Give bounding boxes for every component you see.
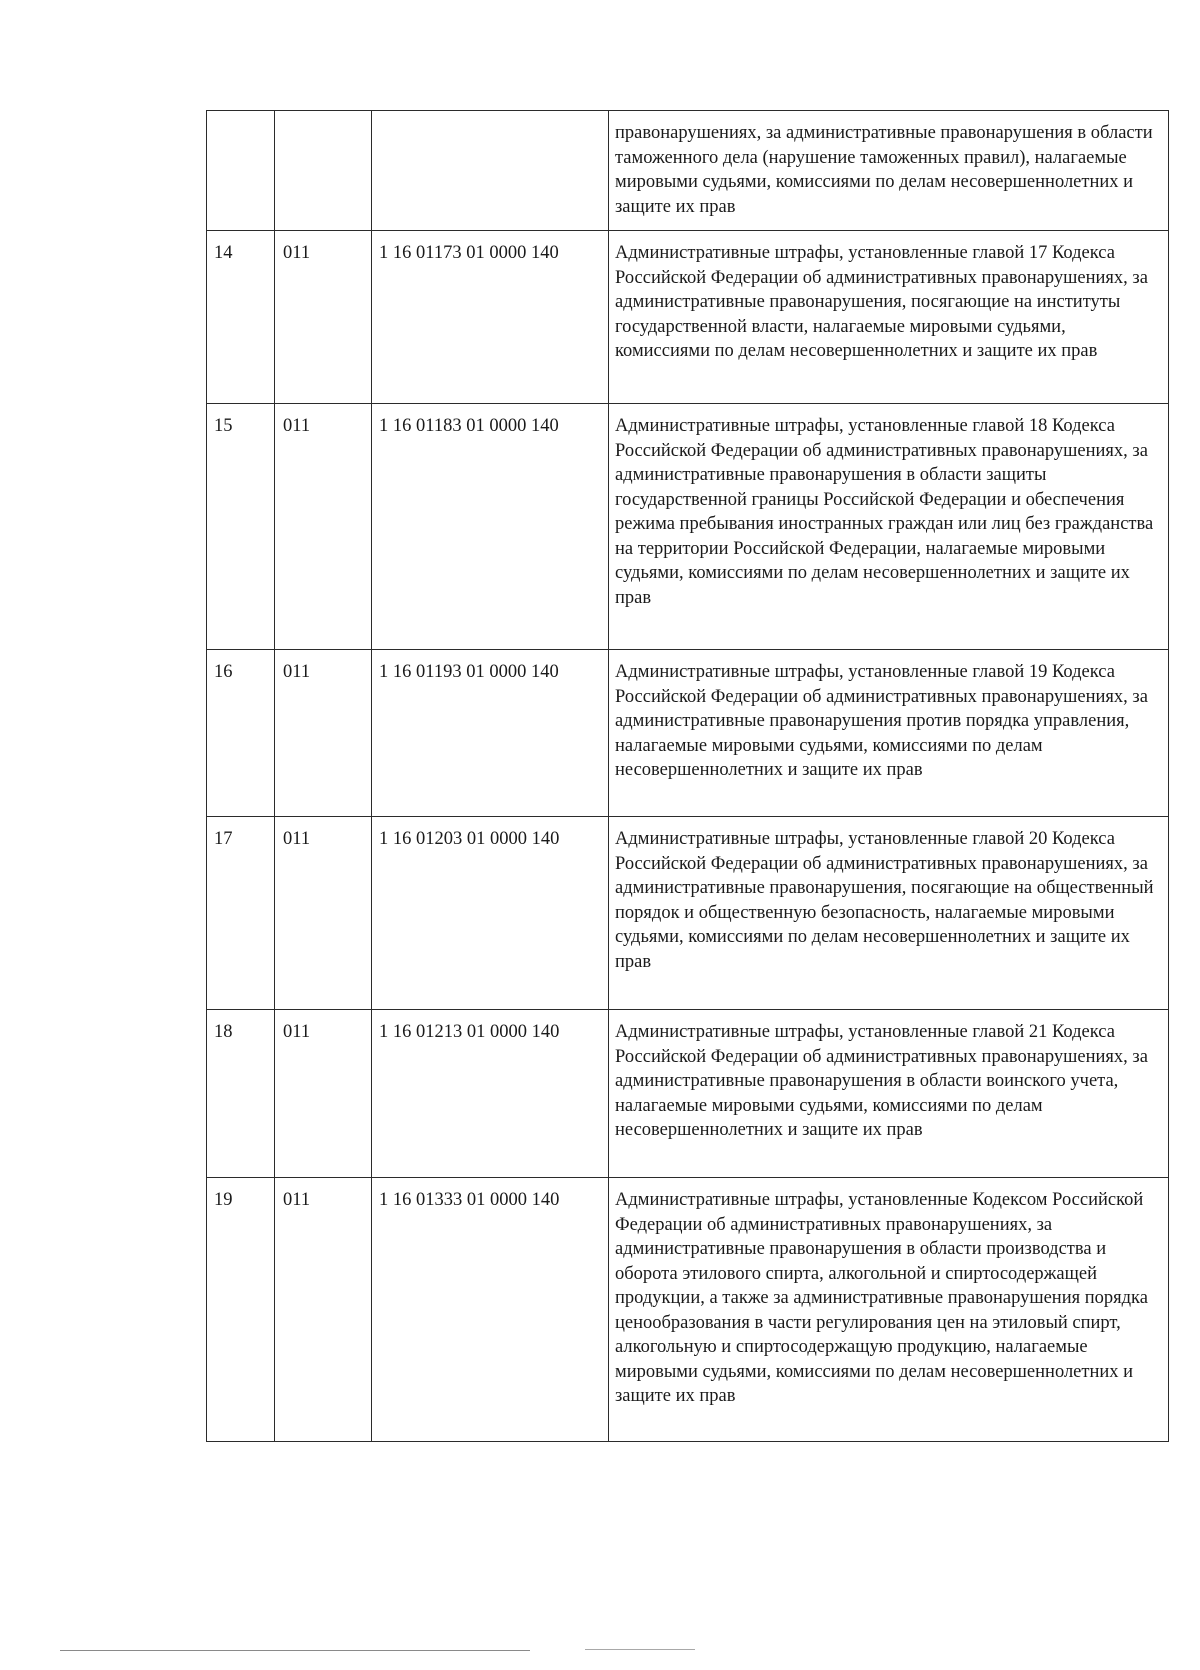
administrator-code: 011 (275, 650, 372, 817)
row-number: 17 (207, 817, 275, 1010)
fine-description: Административные штрафы, установленные Кодексом Российской Федерации об административных правонарушениях, за административные правонарушения в области производства и оборота этилового спирта, алкогольной и спиртосодержащей продукции, а также за административные правонарушения порядка ценообразования в части регулирования цен на этиловый спирт, алкогольную и спиртосодержащую продукцию, налагаемые мировыми судьями, комиссиями по делам несовершеннолетних и защите их прав (609, 1178, 1169, 1442)
administrator-code (275, 111, 372, 231)
scan-artifact-line (585, 1649, 695, 1650)
scan-artifact-line (60, 1650, 530, 1651)
budget-classification-code: 1 16 01183 01 0000 140 (372, 404, 609, 650)
revenue-codes-table (206, 110, 1169, 1442)
table-row (207, 1178, 1169, 1442)
fine-description: Административные штрафы, установленные главой 17 Кодекса Российской Федерации об административных правонарушениях, за административные правонарушения, посягающие на институты государственной власти, налагаемые мировыми судьями, комиссиями по делам несовершеннолетних и защите их прав (609, 231, 1169, 404)
table-row (207, 650, 1169, 817)
fine-description: Административные штрафы, установленные главой 18 Кодекса Российской Федерации об административных правонарушениях, за административные правонарушения в области защиты государственной границы Российской Федерации и обеспечения режима пребывания иностранных граждан или лиц без гражданства на территории Российской Федерации, налагаемые мировыми судьями, комиссиями по делам несовершеннолетних и защите их прав (609, 404, 1169, 650)
budget-classification-code: 1 16 01213 01 0000 140 (372, 1010, 609, 1178)
administrator-code: 011 (275, 231, 372, 404)
fine-description: Административные штрафы, установленные главой 20 Кодекса Российской Федерации об административных правонарушениях, за административные правонарушения, посягающие на общественный порядок и общественную безопасность, налагаемые мировыми судьями, комиссиями по делам несовершеннолетних и защите их прав (609, 817, 1169, 1010)
table-row (207, 817, 1169, 1010)
row-number: 18 (207, 1010, 275, 1178)
budget-classification-code: 1 16 01333 01 0000 140 (372, 1178, 609, 1442)
row-number (207, 111, 275, 231)
row-number: 19 (207, 1178, 275, 1442)
table-row (207, 231, 1169, 404)
administrator-code: 011 (275, 817, 372, 1010)
row-number: 14 (207, 231, 275, 404)
row-number: 16 (207, 650, 275, 817)
administrator-code: 011 (275, 1010, 372, 1178)
budget-classification-code: 1 16 01193 01 0000 140 (372, 650, 609, 817)
fine-description: Административные штрафы, установленные главой 19 Кодекса Российской Федерации об административных правонарушениях, за административные правонарушения против порядка управления, налагаемые мировыми судьями, комиссиями по делам несовершеннолетних и защите их прав (609, 650, 1169, 817)
budget-classification-code: 1 16 01173 01 0000 140 (372, 231, 609, 404)
table-row (207, 1010, 1169, 1178)
fine-description: Административные штрафы, установленные главой 21 Кодекса Российской Федерации об административных правонарушениях, за административные правонарушения в области воинского учета, налагаемые мировыми судьями, комиссиями по делам несовершеннолетних и защите их прав (609, 1010, 1169, 1178)
fine-description: правонарушениях, за административные правонарушения в области таможенного дела (нарушение таможенных правил), налагаемые мировыми судьями, комиссиями по делам несовершеннолетних и защите их прав (609, 111, 1169, 231)
administrator-code: 011 (275, 404, 372, 650)
table-row (207, 404, 1169, 650)
table-row (207, 111, 1169, 231)
administrator-code: 011 (275, 1178, 372, 1442)
budget-classification-code (372, 111, 609, 231)
row-number: 15 (207, 404, 275, 650)
budget-classification-code: 1 16 01203 01 0000 140 (372, 817, 609, 1010)
